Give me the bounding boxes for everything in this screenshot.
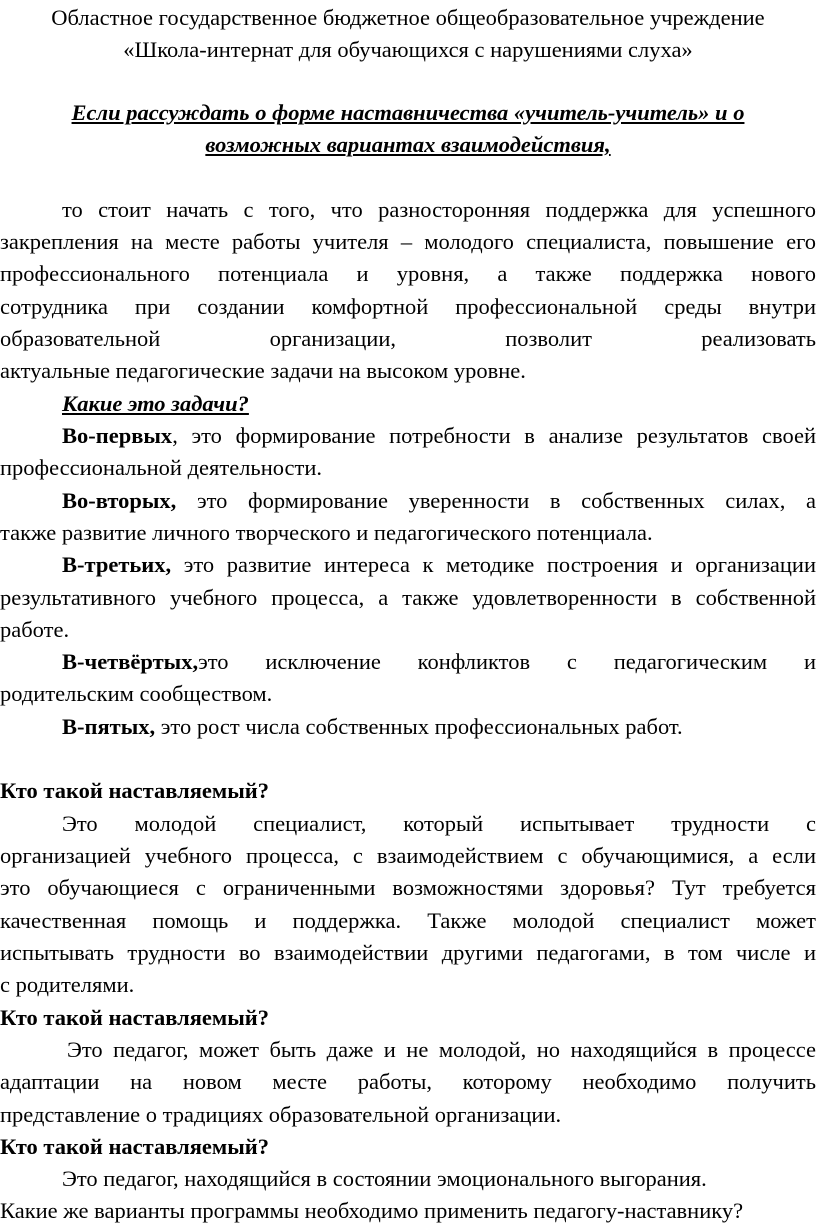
mentee-line: Это молодой специалист, который испытывает трудности с bbox=[62, 811, 816, 836]
task-lead: В-четвёртых, bbox=[62, 649, 199, 674]
mentee-line: с родителями. bbox=[0, 972, 135, 997]
intro-line: актуальные педагогические задачи на высоком уровне. bbox=[0, 358, 526, 383]
mentee-line: это обучающиеся с ограниченными возможностями здоровья? Тут требуется bbox=[0, 875, 816, 900]
intro-line: профессионального потенциала и уровня, а также поддержка нового bbox=[0, 261, 816, 286]
task-continuation: работе. bbox=[0, 617, 70, 642]
title-line-2: возможных вариантах взаимодействия, bbox=[205, 132, 611, 157]
mentee-line: организацией учебного процесса, с взаимодействием с обучающимися, а если bbox=[0, 843, 816, 868]
mentee-line: Это педагог, может быть даже и не молодой, но находящийся в процессе bbox=[67, 1037, 816, 1062]
task-lead: Во-вторых, bbox=[62, 488, 177, 513]
task-continuation: также развитие личного творческого и педагогического потенциала. bbox=[0, 520, 653, 545]
mentee-question: Кто такой наставляемый? bbox=[0, 1134, 269, 1159]
intro-line: то стоит начать с того, что разносторонняя поддержка для успешного bbox=[62, 197, 816, 222]
task-third bbox=[0, 549, 816, 581]
task-text: это формирование уверенности в собственных силах, а bbox=[176, 488, 816, 513]
task-fourth bbox=[0, 646, 816, 678]
task-text: это рост числа собственных профессиональных работ. bbox=[155, 714, 683, 739]
task-fifth bbox=[0, 711, 816, 743]
task-lead: В-третьих, bbox=[62, 552, 172, 577]
tasks-question bbox=[0, 388, 816, 420]
intro-line: закрепления на месте работы учителя – молодого специалиста, повышение его bbox=[0, 229, 816, 254]
task-text: , это формирование потребности в анализе результатов своей bbox=[172, 423, 816, 448]
mentee-line: Какие же варианты программы необходимо применить педагогу-наставнику? bbox=[0, 1198, 744, 1223]
tasks-question-text: Какие это задачи? bbox=[62, 391, 249, 416]
task-continuation: родительским сообществом. bbox=[0, 681, 273, 706]
mentee-line: адаптации на новом месте работы, которому необходимо получить bbox=[0, 1069, 816, 1094]
task-continuation: профессиональной деятельности. bbox=[0, 455, 323, 480]
title-line-1: Если рассуждать о форме наставничества «учитель-учитель» и о bbox=[71, 100, 745, 125]
task-text: это развитие интереса к методике построения и организации bbox=[171, 552, 816, 577]
mentee-question: Кто такой наставляемый? bbox=[0, 778, 269, 803]
task-second bbox=[0, 485, 816, 517]
task-lead: Во-первых bbox=[62, 423, 173, 448]
task-lead: В-пятых, bbox=[62, 714, 156, 739]
task-text: это исключение конфликтов с педагогическим и bbox=[198, 649, 816, 674]
task-first bbox=[0, 420, 816, 452]
school-name-line-2: «Школа-интернат для обучающихся с нарушениями слуха» bbox=[123, 37, 693, 62]
mentee-line: испытывать трудности во взаимодействии другими педагогами, в том числе и bbox=[0, 940, 816, 965]
mentee-line: представление о традициях образовательной организации. bbox=[0, 1102, 562, 1127]
intro-line: сотрудника при создании комфортной профессиональной среды внутри bbox=[0, 294, 816, 319]
intro-line: образовательной организации, позволит реализовать bbox=[0, 326, 816, 351]
mentee-question: Кто такой наставляемый? bbox=[0, 1005, 269, 1030]
mentee-line: Это педагог, находящийся в состоянии эмоционального выгорания. bbox=[62, 1166, 707, 1191]
task-continuation: результативного учебного процесса, а также удовлетворенности в собственной bbox=[0, 585, 816, 610]
mentee-line: качественная помощь и поддержка. Также молодой специалист может bbox=[0, 908, 816, 933]
school-name-line-1: Областное государственное бюджетное общеобразовательное учреждение bbox=[51, 5, 765, 30]
